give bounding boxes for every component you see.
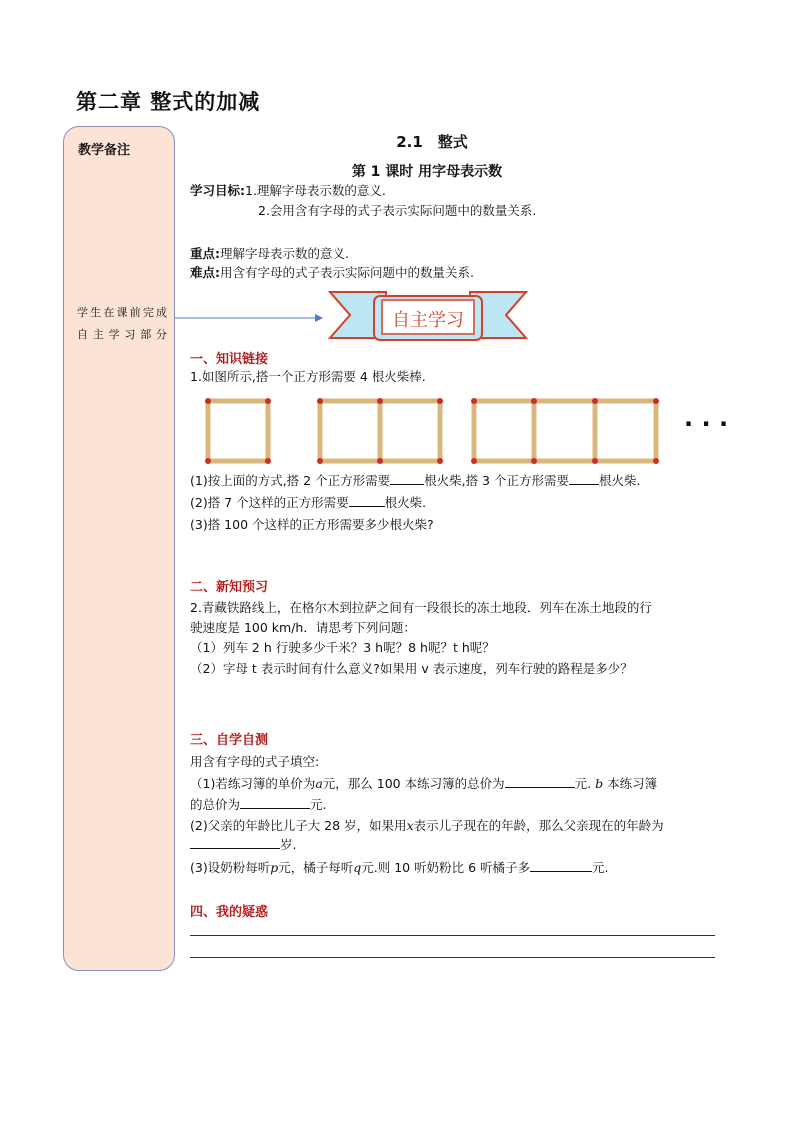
variable-x: x (406, 818, 414, 833)
part1-q2-a: (2)搭 7 个这样的正方形需要 (190, 495, 349, 510)
part3-q1-line2 (190, 796, 327, 814)
chapter-title: 第二章 整式的加减 (76, 90, 261, 114)
answer-blank[interactable] (190, 836, 280, 849)
part3-q2 (190, 817, 664, 835)
matchstick-figure (200, 393, 670, 468)
variable-b: b (595, 776, 604, 791)
part3-q3 (190, 859, 608, 877)
sidebar-panel (63, 126, 175, 971)
difficult-point-text: 用含有字母的式子表示实际问题中的数量关系. (220, 265, 474, 280)
answer-line[interactable] (190, 935, 715, 936)
part3-q1-line2-pre: 的总价为 (190, 797, 241, 812)
objective-1: 1.理解字母表示数的意义. (245, 183, 386, 198)
part3-q2-pre: (2)父亲的年龄比儿子大 28 岁，如果用 (190, 818, 407, 833)
part3-q1 (190, 775, 657, 793)
part1-q3: (3)搭 100 个这样的正方形需要多少根火柴? (190, 517, 434, 532)
objectives-label: 学习目标: (190, 183, 245, 198)
part3-q1-unit: 元. (574, 776, 592, 791)
sidebar-note: 学生在课前完成自主学习部分 (77, 306, 169, 341)
key-point-label: 重点: (190, 246, 220, 261)
lesson-title: 第 1 课时 用字母表示数 (351, 164, 503, 180)
objectives-line-1 (190, 182, 386, 200)
answer-blank[interactable] (349, 494, 385, 507)
part3-q1-line2-unit: 元. (310, 797, 327, 812)
part2-line-4: （2）字母 t 表示时间有什么意义?如果用 v 表示速度，列车行驶的路程是多少？ (190, 661, 633, 676)
part3-q1-pre: （1)若练习簿的单价为 (190, 776, 316, 791)
part1-q1 (190, 472, 640, 490)
part2-line-1: 2.青藏铁路线上，在格尔木到拉萨之间有一段很长的冻土地段．列车在冻土地段的行 (190, 600, 652, 615)
key-point-text: 理解字母表示数的意义. (220, 246, 349, 261)
part3-q3-unit: 元. (592, 860, 609, 875)
answer-blank[interactable] (530, 859, 592, 872)
variable-q: q (353, 860, 362, 875)
section-title: 2.1 整式 (396, 133, 468, 151)
answer-blank[interactable] (505, 775, 575, 788)
part1-q1-a: (1)按上面的方式,搭 2 个正方形需要 (190, 473, 391, 488)
variable-p: p (270, 860, 279, 875)
part3-q3-mid: 元，橘子每听 (278, 860, 354, 875)
objective-2: 2.会用含有字母的式子表示实际问题中的数量关系. (258, 203, 537, 218)
part2-line-2: 驶速度是 100 km/h．请思考下列问题： (190, 620, 416, 635)
part2-line-3: （1）列车 2 h 行驶多少千米？3 h呢？8 h呢？t h呢？ (190, 640, 495, 655)
variable-a: a (315, 776, 323, 791)
difficult-point-label: 难点: (190, 265, 220, 280)
part1-heading: 一、知识链接 (190, 352, 269, 367)
part3-intro: 用含有字母的式子填空: (190, 754, 320, 769)
part3-q1-mid: 元，那么 100 本练习簿的总价为 (322, 776, 505, 791)
part1-q1-b: 根火柴,搭 3 个正方形需要 (424, 473, 569, 488)
difficult-point (190, 264, 474, 282)
banner-label: 自主学习 (392, 310, 464, 331)
part3-q2-unit: 岁. (280, 837, 297, 852)
answer-blank[interactable] (240, 796, 310, 809)
part3-q3-pre: (3)设奶粉每听 (190, 860, 271, 875)
part3-q1-tail: 本练习簿 (607, 776, 658, 791)
sidebar-title: 教学备注 (78, 143, 131, 158)
part1-q2 (190, 494, 426, 512)
part1-q1-c: 根火柴. (598, 473, 641, 488)
arrow-icon (175, 308, 325, 328)
part4-heading: 四、我的疑惑 (190, 905, 269, 920)
answer-blank[interactable] (569, 472, 599, 485)
ellipsis: · · · (684, 410, 729, 438)
part3-q2-line2 (190, 836, 296, 854)
part3-heading: 三、自学自测 (190, 733, 269, 748)
answer-blank[interactable] (390, 472, 424, 485)
part3-q2-mid: 表示儿子现在的年龄，那么父亲现在的年龄为 (413, 818, 664, 833)
part2-heading: 二、新知预习 (190, 580, 269, 595)
part1-q2-b: 根火柴. (384, 495, 427, 510)
answer-line[interactable] (190, 957, 715, 958)
key-point (190, 245, 349, 263)
part3-q3-tail: 元.则 10 听奶粉比 6 听橘子多 (361, 860, 530, 875)
part1-intro: 1.如图所示,搭一个正方形需要 4 根火柴棒. (190, 369, 426, 384)
